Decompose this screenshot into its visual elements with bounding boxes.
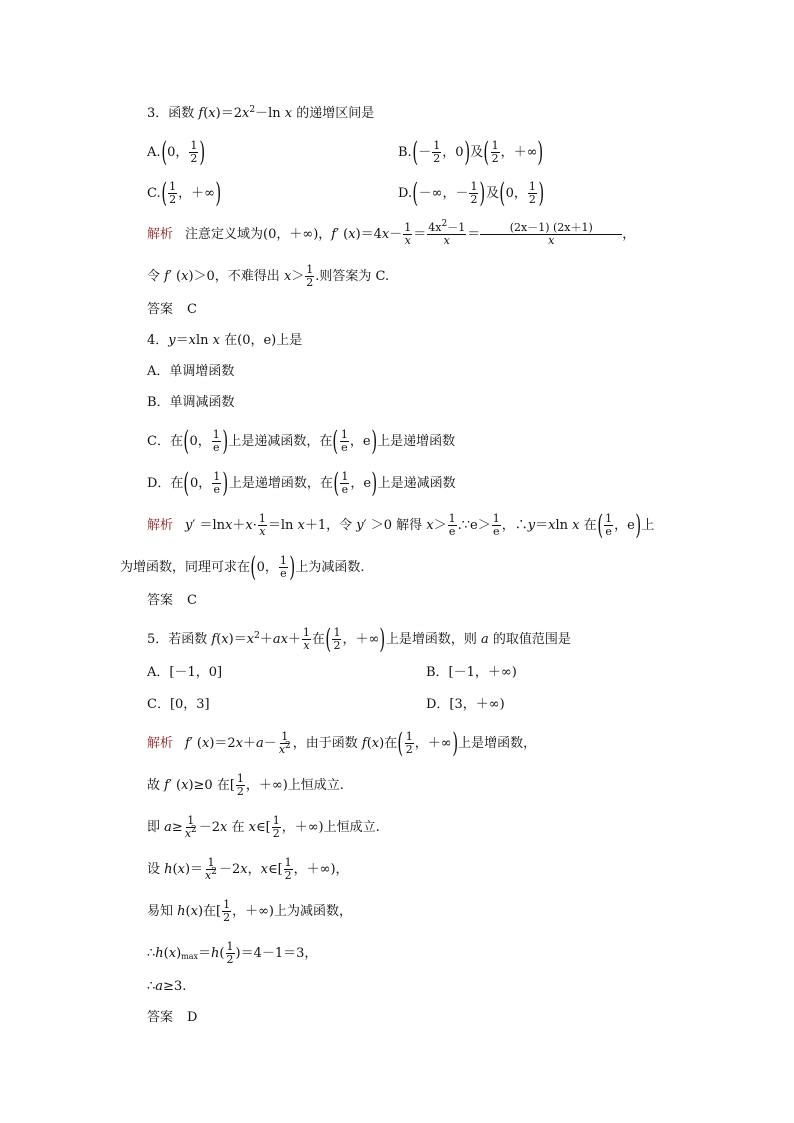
fraction: $\frac{1}{e}$	[448, 512, 456, 538]
fraction: $\frac{1}{e}$	[279, 554, 287, 580]
fraction: $\frac{1}{e}$	[341, 470, 349, 496]
q4-option-a: A．单调增函数	[147, 364, 235, 379]
q4-solution-line-2: 为增函数，同理可求在(0， $\frac{1}{e}$ )上为减函数.	[120, 551, 365, 583]
fraction: $\frac{1}{x^2}$	[184, 814, 197, 840]
fraction: $\frac{1}{2}$	[272, 814, 280, 840]
fraction: $\frac{1}{2}$	[470, 180, 478, 206]
fraction: $\frac{1}{2}$	[284, 856, 292, 882]
fraction: $\frac{1}{2}$	[169, 180, 177, 206]
q3-stem: 3．函数 $f(x)=2x^2-\ln$ x 的递增区间是	[147, 105, 375, 121]
q5-solution-line-3: 即 a≥ $\frac{1}{x^2}$ －2x 在 x∈[ $\frac{1}{2}$ ，＋∞)上恒成立.	[147, 814, 380, 840]
q3-option-d: D.(－∞，－ $\frac{1}{2}$ )及(0， $\frac{1}{2}$ )	[398, 177, 545, 209]
q5-option-d: D．[3，＋∞)	[426, 697, 505, 712]
q4-solution-line-1: 解析 y′ ＝lnx＋x· $\frac{1}{x}$ ＝ln x＋1，令 y′ ＞0 解得 x＞ $\frac{1}{e}$ .∵e＞ $\frac{1}{e}$ ，∴y＝xln x 在( $\frac{1}{e}$ ，e)上	[147, 509, 655, 541]
q4-option-b: B．单调减函数	[147, 395, 235, 410]
fraction: $\frac{1}{x^2}$	[205, 856, 217, 882]
q5-solution-line-5: 易知 h(x)在[ $\frac{1}{2}$ ，＋∞)上为减函数，	[147, 898, 352, 924]
fraction: $\frac{1}{2}$	[306, 263, 314, 289]
answer-label: 答案	[147, 593, 174, 608]
q5-solution-line-4: 设 h(x)＝ $\frac{1}{x^2}$ －2x，x∈[ $\frac{1}{2}$ ，＋∞)，	[147, 856, 349, 882]
q5-stem: 5．若函数 $f(x)=x^2+ax+$ $\frac{1}{x}$ 在( $\frac{1}{2}$ ，＋∞)上是增函数，则 a 的取值范围是	[147, 623, 571, 655]
q5-option-b: B．[－1，＋∞)	[426, 665, 517, 680]
fraction: $\frac{1}{e}$	[213, 470, 221, 496]
fraction: $\frac{1}{e}$	[340, 428, 348, 454]
fraction: $\frac{4x^2-1}{x}$	[428, 219, 466, 247]
fraction: $\frac{1}{2}$	[223, 898, 231, 924]
q5-option-c: C．[0，3]	[147, 697, 210, 712]
fraction: $\frac{1}{e}$	[212, 428, 220, 454]
q3-solution-line-2: 令 f′ (x)＞0，不难得出 x＞ $\frac{1}{2}$ .则答案为 C.	[147, 263, 390, 289]
fraction: $\frac{1}{x}$	[258, 512, 266, 538]
fraction: $\frac{1}{e}$	[605, 512, 613, 538]
fraction: $\frac{1}{2}$	[528, 180, 536, 206]
q3-option-b: B.(－ $\frac{1}{2}$ ，0)及( $\frac{1}{2}$ ，＋∞)	[398, 136, 544, 168]
fraction: $\frac{1}{2}$	[333, 626, 341, 652]
q4-stem: 4．y＝xln x 在(0，e)上是	[147, 333, 303, 348]
fraction: $\frac{1}{2}$	[236, 772, 244, 798]
answer-label: 答案	[147, 302, 174, 317]
q5-solution-line-1: 解析 f′ (x)＝2x＋a－ $\frac{1}{x^2}$ ，由于函数 f(x)在( $\frac{1}{2}$ ，＋∞)上是增函数，	[147, 727, 537, 759]
fraction: $\frac{1}{x^2}$	[278, 730, 291, 756]
q3-solution-line-1: 解析 注意定义域为(0，＋∞)，f′ (x)＝4x－ $\frac{1}{x}$ ＝ $\frac{4x^2-1}{x}$ ＝ $\frac{(2x-1) (2x+1)}{x}$ ，	[147, 219, 636, 247]
q5-option-a: A．[－1，0]	[147, 665, 223, 680]
q4-answer: 答案 C	[147, 593, 197, 608]
fraction: $\frac{1}{2}$	[190, 139, 198, 165]
fraction: $\frac{1}{e}$	[492, 512, 500, 538]
q3-option-c: C.( $\frac{1}{2}$ ，＋∞)	[147, 177, 222, 209]
q5-solution-line-6: $\therefore h(x)_{max}=h$( $\frac{1}{2}$ )＝4－1＝3，	[147, 940, 318, 966]
fraction: $\frac{1}{x}$	[404, 221, 412, 247]
answer-label: 答案	[147, 1010, 174, 1025]
q4-option-d: D．在(0， $\frac{1}{e}$ )上是递增函数，在( $\frac{1}{e}$ ，e)上是递减函数	[147, 467, 456, 499]
fraction: $\frac{(2x-1) (2x+1)}{x}$	[481, 222, 621, 247]
q3-answer: 答案 C	[147, 302, 197, 317]
q5-solution-line-7: ∴a≥3.	[147, 979, 187, 994]
q4-option-c: C．在(0， $\frac{1}{e}$ )上是递减函数，在( $\frac{1}{e}$ ，e)上是递增函数	[147, 425, 456, 457]
fraction: $\frac{1}{2}$	[491, 139, 499, 165]
fraction: $\frac{1}{2}$	[433, 139, 441, 165]
fraction: $\frac{1}{2}$	[226, 940, 234, 966]
solution-label: 解析	[147, 736, 174, 751]
q5-answer: 答案 D	[147, 1010, 198, 1025]
solution-label: 解析	[147, 518, 174, 533]
solution-label: 解析	[147, 227, 174, 242]
q3-option-a: A.(0， $\frac{1}{2}$ )	[147, 136, 206, 168]
fraction: $\frac{1}{x}$	[302, 626, 310, 652]
q5-solution-line-2: 故 f′ (x)≥0 在[ $\frac{1}{2}$ ，＋∞)上恒成立.	[147, 772, 344, 798]
fraction: $\frac{1}{2}$	[405, 730, 413, 756]
